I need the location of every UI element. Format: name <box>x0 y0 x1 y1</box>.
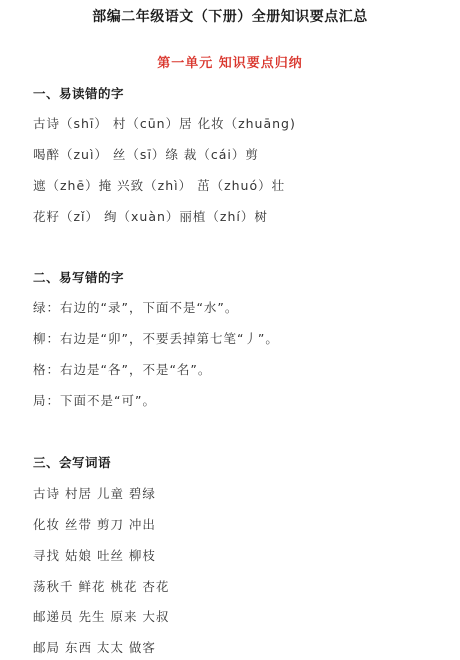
text-line: 柳：右边是“卯”，不要丢掉第七笔“丿”。 <box>33 331 279 346</box>
text-line: 格：右边是“各”，不是“名”。 <box>33 362 212 377</box>
section-heading-miswritten-characters: 二、易写错的字 <box>33 270 125 285</box>
text-line: 化妆 丝带 剪刀 冲出 <box>33 517 156 532</box>
section-heading-misread-characters: 一、易读错的字 <box>33 86 125 101</box>
text-line: 花籽（zǐ） 绚（xuàn）丽植（zhí）树 <box>33 209 268 224</box>
text-line: 古诗（shī） 村（cūn）居 化妆（zhuāng) <box>33 116 296 131</box>
text-line: 邮递员 先生 原来 大叔 <box>33 609 170 624</box>
document-title: 部编二年级语文（下册）全册知识要点汇总 <box>92 9 368 25</box>
text-line: 寻找 姑娘 吐丝 柳枝 <box>33 548 156 563</box>
text-line: 邮局 东西 太太 做客 <box>33 640 156 655</box>
unit-title: 第一单元 知识要点归纳 <box>157 56 303 71</box>
text-line: 遮（zhē）掩 兴致（zhì） 茁（zhuó）壮 <box>33 178 286 193</box>
text-line: 荡秋千 鲜花 桃花 杏花 <box>33 579 170 594</box>
text-line: 古诗 村居 儿童 碧绿 <box>33 486 156 501</box>
section-heading-vocabulary: 三、会写词语 <box>33 455 112 470</box>
text-line: 局：下面不是“可”。 <box>33 393 156 408</box>
text-line: 绿：右边的“录”，下面不是“水”。 <box>33 300 239 315</box>
text-line: 喝醉（zuì） 丝（sī）绦 裁（cái）剪 <box>33 147 259 162</box>
